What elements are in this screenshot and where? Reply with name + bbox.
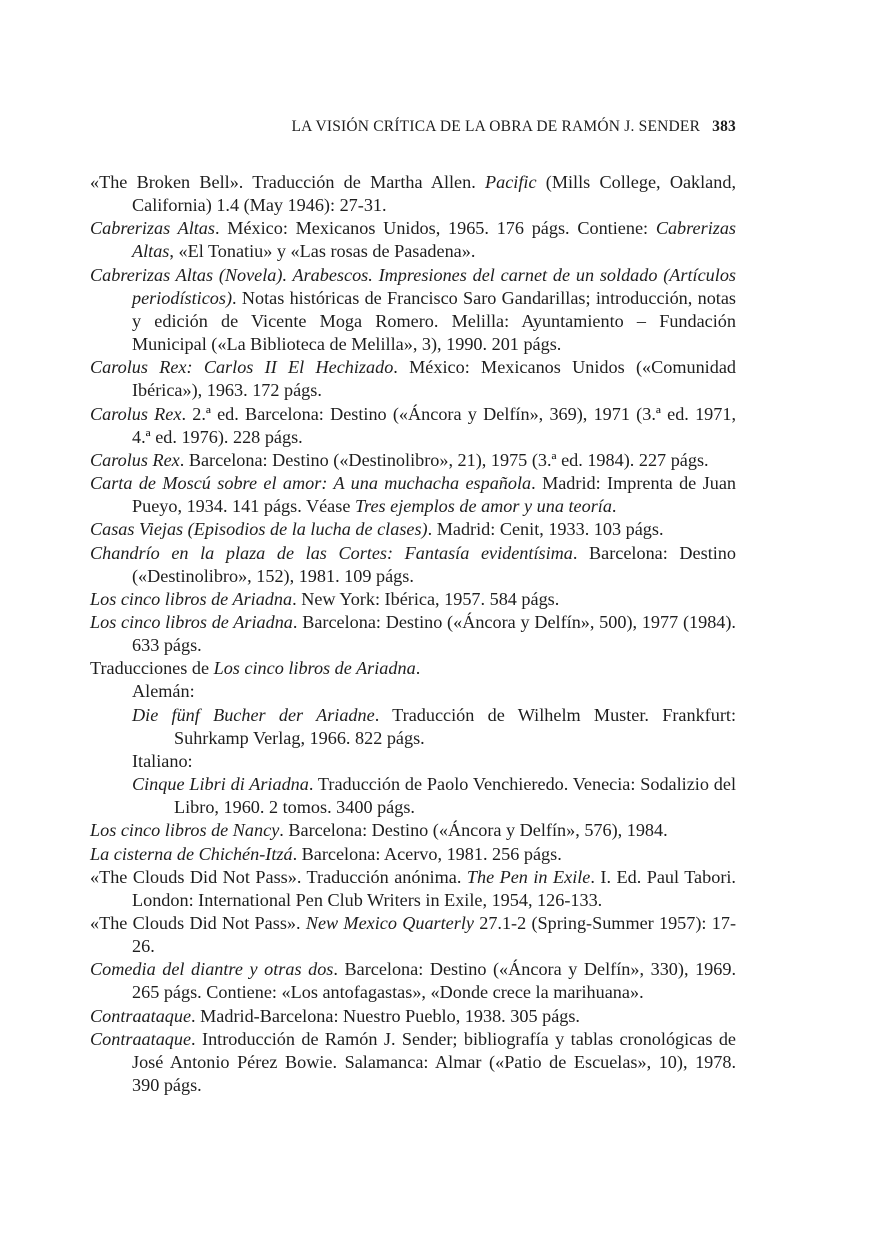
running-head <box>90 118 736 136</box>
translation-language-label: Alemán: <box>132 681 195 702</box>
bibliography-entry: Los cinco libros de Ariadna. Barcelona: Destino («Áncora y Delfín», 500), 1977 (1984). 633 págs. <box>90 611 736 656</box>
bibliography-entry: Contraataque. Madrid-Barcelona: Nuestro Pueblo, 1938. 305 págs. <box>90 1005 580 1026</box>
bibliography-entry: Carolus Rex: Carlos II El Hechizado. México: Mexicanos Unidos («Comunidad Ibérica»), 1963. 172 págs. <box>90 357 736 401</box>
bibliography-entry: Carta de Moscú sobre el amor: A una muchacha española. Madrid: Imprenta de Juan Pueyo, 1934. 141 págs. Véase Tres ejemplos de amor y una teoría. <box>90 473 736 517</box>
running-title: LA VISIÓN CRÍTICA DE LA OBRA DE RAMÓN J. SENDER <box>291 118 701 135</box>
translation-entry: Die fünf Bucher der Ariadne. Traducción de Wilhelm Muster. Frankfurt: Suhrkamp Verlag, 1966. 822 págs. <box>132 704 737 748</box>
bibliography-entry: Los cinco libros de Ariadna. New York: Ibérica, 1957. 584 págs. <box>90 588 560 609</box>
page-number: 383 <box>712 118 736 135</box>
translation-entry: Cinque Libri di Ariadna. Traducción de Paolo Venchieredo. Venecia: Sodalizio del Libro, 1960. 2 tomos. 3400 págs. <box>132 774 736 818</box>
bibliography-entry: Comedia del diantre y otras dos. Barcelona: Destino («Áncora y Delfín», 330), 1969. 265 págs. Contiene: «Los antofagastas», «Donde crece la marihuana». <box>90 959 736 1003</box>
bibliography-entry: La cisterna de Chichén-Itzá. Barcelona: Acervo, 1981. 256 págs. <box>90 843 562 864</box>
bibliography-entry: «The Broken Bell». Traducción de Martha Allen. Pacific (Mills College, Oakland, California) 1.4 (May 1946): 27-31. <box>90 172 736 216</box>
bibliography-entry: Contraataque. Introducción de Ramón J. Sender; bibliografía y tablas cronológicas de José Antonio Pérez Bowie. Salamanca: Almar («Patio de Escuelas», 10), 1978. 390 págs. <box>90 1028 736 1096</box>
translation-language-label: Italiano: <box>132 750 193 771</box>
bibliography-entry: «The Clouds Did Not Pass». New Mexico Quarterly 27.1-2 (Spring-Summer 1957): 17-26. <box>90 913 736 957</box>
bibliography-list <box>90 171 736 1097</box>
bibliography-entry: Los cinco libros de Nancy. Barcelona: Destino («Áncora y Delfín», 576), 1984. <box>90 820 668 841</box>
bibliography-entry: Carolus Rex. 2.ª ed. Barcelona: Destino («Áncora y Delfín», 369), 1971 (3.ª ed. 1971, 4.ª ed. 1976). 228 págs. <box>90 403 736 447</box>
bibliography-entry: Cabrerizas Altas. México: Mexicanos Unidos, 1965. 176 págs. Contiene: Cabrerizas Altas, «El Tonatiu» y «Las rosas de Pasadena». <box>90 218 737 262</box>
bibliography-entry: Traducciones de Los cinco libros de Ariadna. <box>90 658 421 679</box>
bibliography-entry: Carolus Rex. Barcelona: Destino («Destinolibro», 21), 1975 (3.ª ed. 1984). 227 págs. <box>90 449 709 470</box>
bibliography-entry: Casas Viejas (Episodios de la lucha de clases). Madrid: Cenit, 1933. 103 págs. <box>90 519 664 540</box>
bibliography-entry: «The Clouds Did Not Pass». Traducción anónima. The Pen in Exile. I. Ed. Paul Tabori. London: International Pen Club Writers in Exile, 1954, 126-133. <box>90 866 736 910</box>
bibliography-entry: Chandrío en la plaza de las Cortes: Fantasía evidentísima. Barcelona: Destino («Destinolibro», 152), 1981. 109 págs. <box>90 542 736 586</box>
bibliography-entry: Cabrerizas Altas (Novela). Arabescos. Impresiones del carnet de un soldado (Artículos periodísticos). Notas históricas de Francisco Saro Gandarillas; introducción, notas y edición de Vicente Moga Romero. Melilla: Ayuntamiento – Fundación Municipal («La Biblioteca de Melilla», 3), 1990. 201 págs. <box>90 264 736 355</box>
